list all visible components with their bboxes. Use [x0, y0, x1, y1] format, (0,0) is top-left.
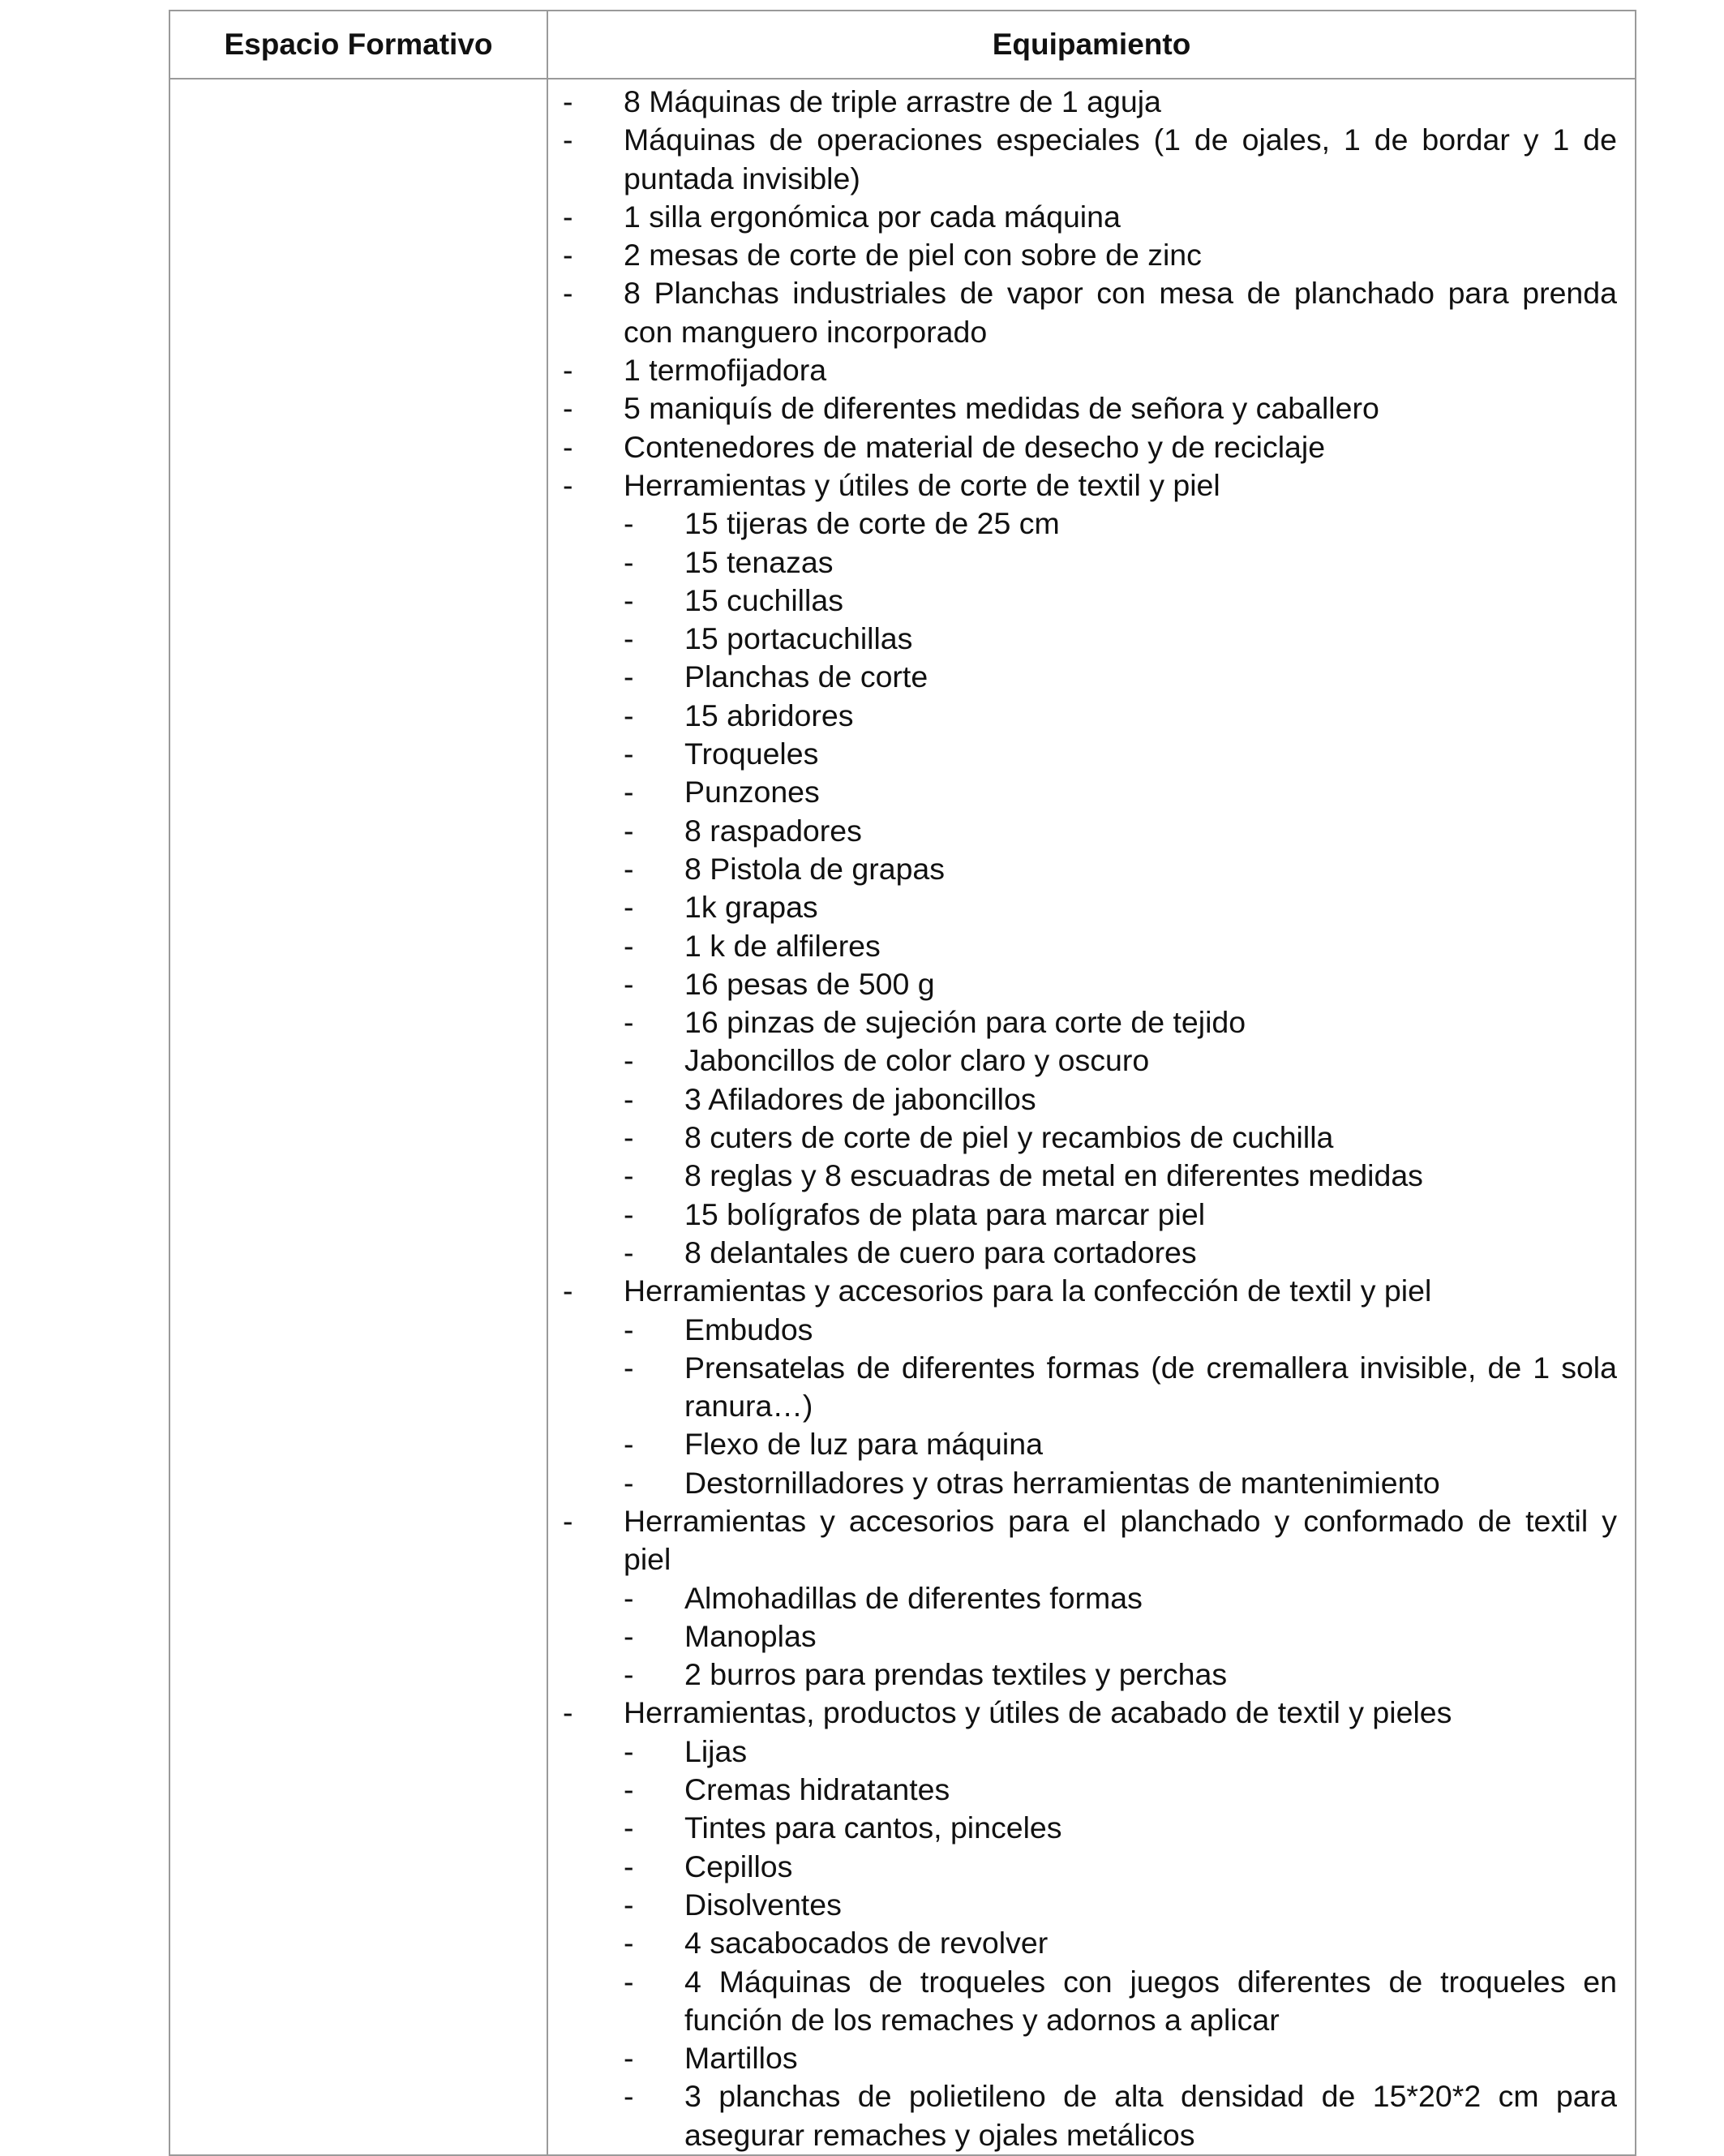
- item-text: Herramientas, productos y útiles de acabado de textil y pieles: [624, 1695, 1452, 1730]
- sub-list-item: [563, 1924, 1617, 1962]
- bullet-dash: -: [624, 966, 634, 1001]
- item-text: Martillos: [684, 2041, 798, 2076]
- bullet-dash: -: [563, 199, 573, 234]
- bullet-dash: -: [624, 737, 634, 771]
- header-espacio-formativo: Espacio Formativo: [169, 11, 547, 79]
- sub-list-item: [563, 2077, 1617, 2154]
- bullet-dash: -: [624, 928, 634, 963]
- bullet-dash: -: [563, 1503, 573, 1538]
- item-text: 16 pinzas de sujeción para corte de tejido: [684, 1005, 1246, 1040]
- item-text: Planchas de corte: [684, 659, 928, 694]
- sub-list-item: [563, 1771, 1617, 1809]
- table-row: [169, 79, 1636, 2155]
- bullet-dash: -: [563, 238, 573, 273]
- item-text: Herramientas y accesorios para el planchado y conformado de textil y piel: [624, 1503, 1617, 1577]
- bullet-dash: -: [624, 1350, 634, 1385]
- list-item: [563, 83, 1617, 121]
- item-text: 15 tenazas: [684, 544, 834, 579]
- item-text: Herramientas y accesorios para la confección de textil y piel: [624, 1273, 1432, 1308]
- bullet-dash: -: [624, 1618, 634, 1653]
- sub-list-item: [563, 1041, 1617, 1080]
- bullet-dash: -: [563, 429, 573, 464]
- item-text: 8 raspadores: [684, 813, 862, 848]
- equipment-list: [563, 83, 1617, 2154]
- sub-list-item: [563, 1119, 1617, 1157]
- sub-list-item: [563, 1963, 1617, 2040]
- item-text: Punzones: [684, 775, 820, 810]
- item-text: 16 pesas de 500 g: [684, 966, 935, 1001]
- item-text: 4 Máquinas de troqueles con juegos diferentes de troqueles en función de los remaches y adornos a aplicar: [684, 1964, 1617, 2037]
- bullet-dash: -: [624, 1926, 634, 1961]
- sub-list-item: [563, 1656, 1617, 1694]
- item-text: Máquinas de operaciones especiales (1 de ojales, 1 de bordar y 1 de puntada invisible): [624, 122, 1617, 195]
- bullet-dash: -: [624, 1196, 634, 1231]
- sub-list-item: [563, 697, 1617, 735]
- list-item: [563, 121, 1617, 198]
- bullet-dash: -: [624, 1657, 634, 1692]
- item-text: 8 Planchas industriales de vapor con mesa de planchado para prenda con manguero incorporado: [624, 276, 1617, 349]
- header-equipamiento: Equipamiento: [547, 11, 1636, 79]
- bullet-dash: -: [624, 1120, 634, 1155]
- bullet-dash: -: [624, 2079, 634, 2114]
- bullet-dash: -: [624, 1312, 634, 1346]
- item-text: 1 termofijadora: [624, 353, 827, 388]
- item-text: 2 burros para prendas textiles y perchas: [684, 1657, 1228, 1692]
- bullet-dash: -: [563, 122, 573, 157]
- item-text: 8 cuters de corte de piel y recambios de cuchilla: [684, 1120, 1334, 1155]
- item-text: Embudos: [684, 1312, 813, 1346]
- bullet-dash: -: [624, 2041, 634, 2076]
- bullet-dash: -: [624, 1043, 634, 1078]
- sub-list-item: [563, 2039, 1617, 2077]
- item-text: Troqueles: [684, 737, 819, 771]
- item-text: 3 planchas de polietileno de alta densidad de 15*20*2 cm para asegurar remaches y ojales metálicos: [684, 2079, 1617, 2152]
- header-row: [169, 11, 1636, 79]
- bullet-dash: -: [624, 506, 634, 541]
- bullet-dash: -: [624, 1081, 634, 1116]
- bullet-dash: -: [563, 391, 573, 426]
- bullet-dash: -: [624, 1772, 634, 1807]
- bullet-dash: -: [563, 1695, 573, 1730]
- list-item: [563, 1502, 1617, 1579]
- item-text: Herramientas y útiles de corte de textil y piel: [624, 467, 1220, 502]
- espacio-formativo-cell: [169, 79, 547, 2155]
- bullet-dash: -: [563, 276, 573, 311]
- item-text: 2 mesas de corte de piel con sobre de zinc: [624, 238, 1202, 273]
- sub-list-item: [563, 927, 1617, 965]
- sub-list-item: [563, 1157, 1617, 1195]
- list-item: [563, 1694, 1617, 1732]
- bullet-dash: -: [624, 544, 634, 579]
- item-text: Almohadillas de diferentes formas: [684, 1580, 1143, 1615]
- sub-list-item: [563, 812, 1617, 850]
- bullet-dash: -: [624, 621, 634, 656]
- sub-list-item: [563, 1311, 1617, 1349]
- sub-list-item: [563, 1579, 1617, 1617]
- bullet-dash: -: [624, 1733, 634, 1768]
- sub-list-item: [563, 1003, 1617, 1041]
- item-text: Tintes para cantos, pinceles: [684, 1810, 1062, 1845]
- sub-list-item: [563, 1848, 1617, 1886]
- bullet-dash: -: [563, 353, 573, 388]
- item-text: 1k grapas: [684, 890, 818, 925]
- sub-list-item: [563, 1617, 1617, 1656]
- item-text: Disolventes: [684, 1887, 842, 1922]
- bullet-dash: -: [624, 1465, 634, 1500]
- bullet-dash: -: [624, 1235, 634, 1269]
- sub-list-item: [563, 1349, 1617, 1426]
- item-text: 8 Pistola de grapas: [684, 851, 946, 886]
- item-text: 5 maniquís de diferentes medidas de señora y caballero: [624, 391, 1379, 426]
- sub-list-item: [563, 1886, 1617, 1924]
- bullet-dash: -: [563, 467, 573, 502]
- sub-list-item: [563, 965, 1617, 1003]
- bullet-dash: -: [624, 659, 634, 694]
- sub-list-item: [563, 1809, 1617, 1847]
- sub-list-item: [563, 735, 1617, 773]
- bullet-dash: -: [624, 582, 634, 617]
- bullet-dash: -: [624, 890, 634, 925]
- sub-list-item: [563, 1733, 1617, 1771]
- item-text: Jaboncillos de color claro y oscuro: [684, 1043, 1150, 1078]
- item-text: Destornilladores y otras herramientas de mantenimiento: [684, 1465, 1440, 1500]
- bullet-dash: -: [624, 775, 634, 810]
- sub-list-item: [563, 1080, 1617, 1119]
- sub-list-item: [563, 1464, 1617, 1502]
- list-item: [563, 389, 1617, 427]
- bullet-dash: -: [624, 1580, 634, 1615]
- sub-list-item: [563, 1425, 1617, 1463]
- bullet-dash: -: [563, 1273, 573, 1308]
- sub-list-item: [563, 888, 1617, 926]
- sub-list-item: [563, 658, 1617, 696]
- list-item: [563, 428, 1617, 466]
- item-text: 8 Máquinas de triple arrastre de 1 aguja: [624, 84, 1161, 118]
- item-text: Flexo de luz para máquina: [684, 1427, 1043, 1462]
- list-item: [563, 236, 1617, 274]
- item-text: 1 k de alfileres: [684, 928, 881, 963]
- item-text: Cremas hidratantes: [684, 1772, 950, 1807]
- item-text: 4 sacabocados de revolver: [684, 1926, 1049, 1961]
- sub-list-item: [563, 543, 1617, 582]
- bullet-dash: -: [624, 851, 634, 886]
- item-text: 15 abridores: [684, 698, 854, 732]
- bullet-dash: -: [624, 1427, 634, 1462]
- item-text: Cepillos: [684, 1849, 793, 1883]
- item-text: 15 cuchillas: [684, 582, 843, 617]
- list-item: [563, 198, 1617, 236]
- item-text: 1 silla ergonómica por cada máquina: [624, 199, 1121, 234]
- list-item: [563, 1272, 1617, 1310]
- item-text: Manoplas: [684, 1618, 817, 1653]
- bullet-dash: -: [624, 1158, 634, 1193]
- bullet-dash: -: [624, 1964, 634, 1999]
- bullet-dash: -: [624, 1887, 634, 1922]
- bullet-dash: -: [563, 84, 573, 118]
- item-text: 15 tijeras de corte de 25 cm: [684, 506, 1060, 541]
- item-text: 8 delantales de cuero para cortadores: [684, 1235, 1197, 1269]
- item-text: Lijas: [684, 1733, 748, 1768]
- list-item: [563, 274, 1617, 351]
- item-text: 15 bolígrafos de plata para marcar piel: [684, 1196, 1206, 1231]
- bullet-dash: -: [624, 813, 634, 848]
- sub-list-item: [563, 773, 1617, 811]
- equipamiento-cell: [547, 79, 1636, 2155]
- sub-list-item: [563, 1234, 1617, 1272]
- item-text: 8 reglas y 8 escuadras de metal en diferentes medidas: [684, 1158, 1423, 1193]
- sub-list-item: [563, 1196, 1617, 1234]
- sub-list-item: [563, 620, 1617, 658]
- list-item: [563, 466, 1617, 505]
- bullet-dash: -: [624, 1849, 634, 1883]
- item-text: 3 Afiladores de jaboncillos: [684, 1081, 1036, 1116]
- item-text: Contenedores de material de desecho y de reciclaje: [624, 429, 1326, 464]
- list-item: [563, 351, 1617, 389]
- sub-list-item: [563, 582, 1617, 620]
- bullet-dash: -: [624, 1005, 634, 1040]
- sub-list-item: [563, 850, 1617, 888]
- equipment-table: [169, 10, 1636, 2156]
- bullet-dash: -: [624, 1810, 634, 1845]
- sub-list-item: [563, 505, 1617, 543]
- bullet-dash: -: [624, 698, 634, 732]
- item-text: Prensatelas de diferentes formas (de cremallera invisible, de 1 sola ranura…): [684, 1350, 1617, 1424]
- item-text: 15 portacuchillas: [684, 621, 913, 656]
